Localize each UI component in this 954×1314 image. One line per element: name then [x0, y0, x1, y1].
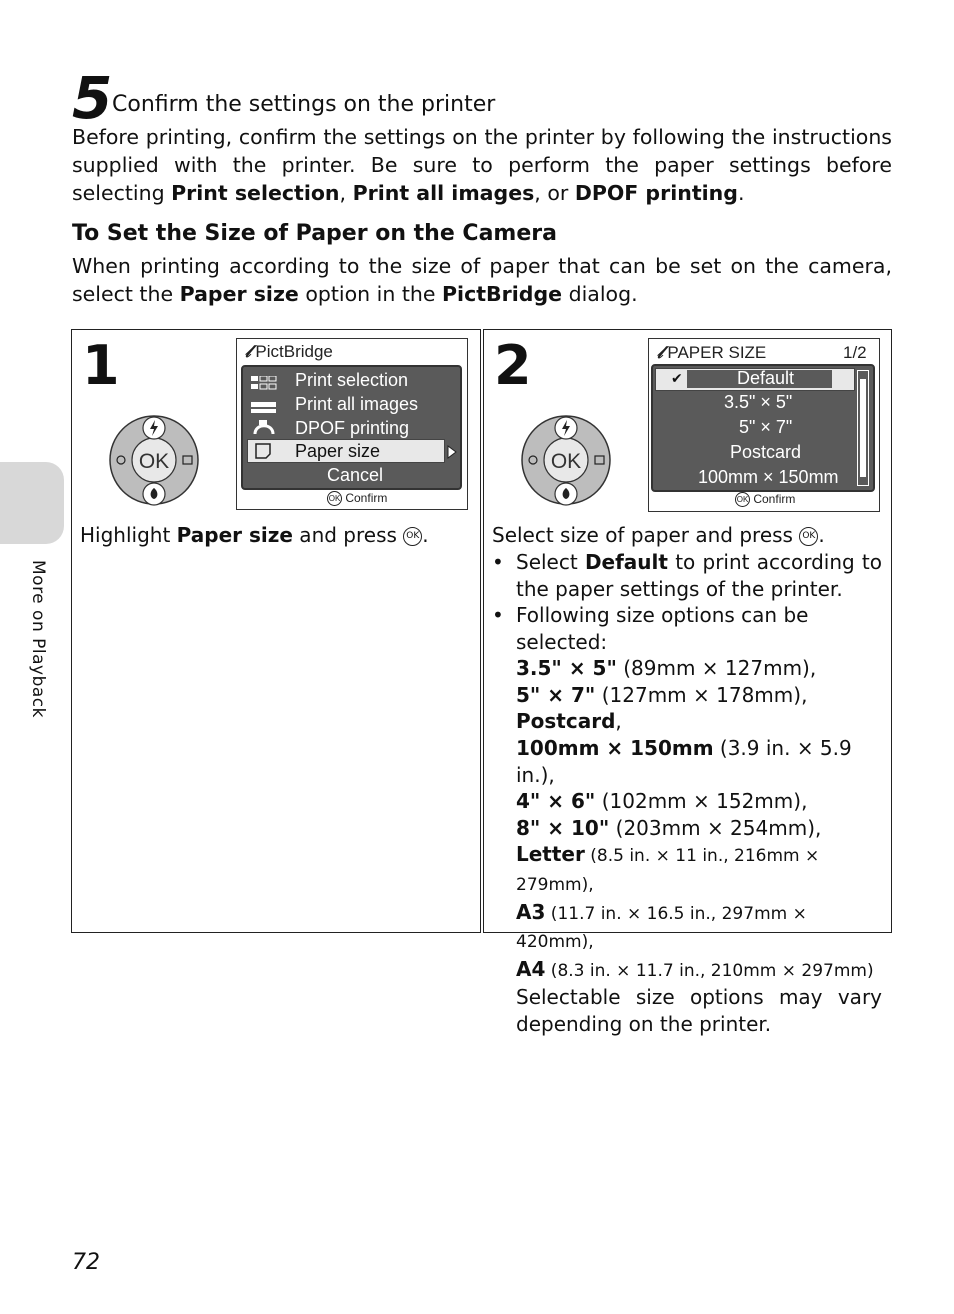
- step-number: 5: [72, 64, 113, 132]
- size-item: Postcard,: [516, 709, 622, 734]
- bullet-size-options: [516, 602, 886, 1038]
- size-item: 3.5" × 5" (89mm × 127mm),: [516, 656, 817, 681]
- scrollbar-thumb[interactable]: [860, 379, 866, 477]
- bullet-marker: •: [492, 550, 504, 574]
- size-footer: Selectable size options may vary depending on the printer.: [516, 985, 882, 1036]
- paper-size-list: [651, 364, 875, 492]
- page-number: 72: [72, 1250, 100, 1275]
- panel-number: 1: [82, 334, 120, 397]
- menu-item-paper-size[interactable]: Paper size: [295, 441, 381, 461]
- arrow-right-icon: [447, 444, 457, 463]
- camera-screen: [648, 338, 880, 512]
- size-item: A4 (8.3 in. × 11.7 in., 210mm × 297mm): [516, 956, 874, 981]
- size-item: Letter (8.5 in. × 11 in., 216mm × 279mm),: [516, 842, 820, 895]
- option-default[interactable]: Default: [737, 368, 795, 388]
- screen-title: 𝓁 PAPER SIZE: [657, 343, 767, 362]
- paper-size-term: Paper size: [179, 282, 299, 306]
- print-all-images-term: Print all images: [352, 181, 535, 205]
- multi-selector-graphic: [516, 408, 616, 508]
- step-title: Confirm the settings on the printer: [112, 92, 496, 117]
- menu-list: [241, 365, 462, 490]
- bullet-marker: •: [492, 603, 504, 627]
- section-tab-label: More on Playback: [28, 560, 48, 718]
- ok-button-icon: OK: [735, 492, 750, 507]
- bullet-size-intro: Following size options can be selected:: [516, 603, 809, 654]
- menu-item-print-selection[interactable]: Print selection: [295, 370, 409, 390]
- panel-caption: Highlight Paper size and press OK .: [80, 523, 429, 547]
- ok-label: OK: [138, 450, 170, 473]
- paper-icon: [255, 443, 271, 459]
- step-paragraph: Before printing, confirm the settings on the printer by following the instructions supplied with the printer. Be sure to perform the paper settings before selecting Print selection, Print all images, or DPOF printing.: [72, 125, 892, 205]
- print-selection-icon: [251, 375, 277, 389]
- ok-label: OK: [550, 450, 582, 473]
- menu-item-cancel[interactable]: Cancel: [327, 465, 384, 485]
- section-paragraph: When printing according to the size of paper that can be set on the camera, select the Paper size option in the PictBridge dialog.: [72, 254, 892, 306]
- confirm-hint: OK Confirm: [328, 491, 388, 505]
- multi-selector-graphic: [104, 408, 204, 508]
- section-heading: To Set the Size of Paper on the Camera: [72, 221, 557, 246]
- dpof-printing-term: DPOF printing: [574, 181, 738, 205]
- panel-number: 2: [494, 334, 532, 397]
- option-100x150[interactable]: 100mm × 150mm: [698, 467, 839, 487]
- bullet-default: Select Default to print according to the paper settings of the printer.: [516, 550, 883, 601]
- ok-button-icon: OK: [327, 491, 342, 506]
- size-item: A3 (11.7 in. × 16.5 in., 297mm × 420mm),: [516, 899, 807, 953]
- size-item: 4" × 6" (102mm × 152mm),: [516, 789, 808, 814]
- pictbridge-icon: 𝓁: [245, 342, 251, 361]
- option-5x7[interactable]: 5" × 7": [739, 417, 793, 437]
- ok-button-icon: OK: [403, 527, 422, 546]
- menu-item-dpof-printing[interactable]: DPOF printing: [295, 418, 410, 438]
- size-item: 8" × 10" (203mm × 254mm),: [516, 815, 822, 840]
- camera-screen: [236, 338, 468, 510]
- dpof-icon: [253, 419, 275, 435]
- page-indicator: 1/2: [843, 343, 867, 362]
- ok-button-icon: OK: [799, 527, 818, 546]
- size-item: 100mm × 150mm (3.9 in. × 5.9 in.),: [516, 735, 852, 787]
- pictbridge-icon: 𝓁: [657, 343, 663, 362]
- screen-title: 𝓁 PictBridge: [245, 342, 333, 361]
- confirm-hint: OK Confirm: [736, 492, 796, 506]
- option-postcard[interactable]: Postcard: [730, 442, 802, 462]
- scrollbar[interactable]: [857, 370, 869, 486]
- menu-item-print-all-images[interactable]: Print all images: [295, 394, 419, 414]
- pictbridge-term: PictBridge: [442, 282, 563, 306]
- print-selection-term: Print selection: [171, 181, 340, 205]
- panel-step-2: [483, 329, 892, 1036]
- option-3-5x5[interactable]: 3.5" × 5": [724, 392, 793, 412]
- print-all-icon: [251, 399, 277, 411]
- section-tab: [0, 462, 64, 544]
- checkmark-icon: ✔: [671, 371, 683, 387]
- panel-step-1: [71, 329, 481, 933]
- size-item: 5" × 7" (127mm × 178mm),: [516, 682, 808, 707]
- panel-caption: Select size of paper and press OK .: [492, 523, 825, 547]
